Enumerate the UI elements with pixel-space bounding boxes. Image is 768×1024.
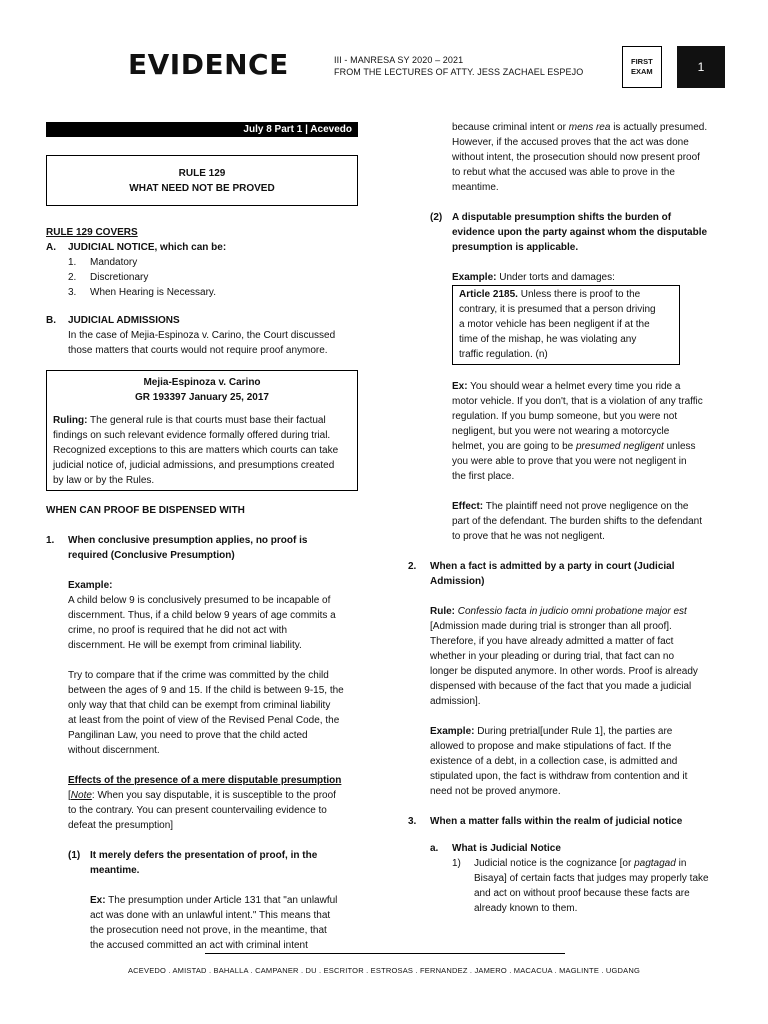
- case-gr-number: GR 193397 January 25, 2017: [135, 392, 269, 403]
- ex2-term: presumed negligent: [575, 441, 664, 452]
- effect-2-number: (2): [430, 212, 443, 223]
- article-label: Article 2185.: [459, 289, 518, 300]
- rule-covers-section: [46, 225, 366, 358]
- ruling-line: judicial notice of, judicial admissions, and presumptions created: [53, 460, 335, 471]
- example-label: Example:: [68, 580, 113, 591]
- article-line: contrary, it is presumed that a person driving: [459, 304, 656, 315]
- article-box: [452, 285, 680, 365]
- rule-title: WHAT NEED NOT BE PROVED: [129, 183, 275, 194]
- notice-text: in: [675, 858, 687, 869]
- effect-1-number: (1): [68, 850, 81, 861]
- point-1: [46, 533, 366, 563]
- example3-line: need not be proved anymore.: [430, 786, 561, 797]
- item-b-label: B.: [46, 315, 56, 326]
- note-text: : When you say disputable, it is susceptible to the proof: [91, 790, 336, 801]
- ex2-line: regulation. If you bump someone, but you were not: [452, 411, 678, 422]
- example2-label: Example:: [452, 272, 497, 283]
- ex2-line: [452, 439, 738, 454]
- rule-line: longer be disputed anymore. In other words. Proof is already: [430, 666, 698, 677]
- compare-line: Pangilinan Law, you need to prove that the child acted: [68, 730, 308, 741]
- footer-contributors: ACEVEDO . AMISTAD . BAHALLA . CAMPANER . DU . ESCRITOR . ESTROSAS . FERNANDEZ . JAMERO . MACACUA . MAGLINTE . UGDANG: [127, 966, 641, 975]
- header-class-year: III - MANRESA SY 2020 – 2021: [334, 55, 464, 65]
- continued-line: meantime.: [452, 182, 499, 193]
- ex2-line: you were able to prove that you were not negligent in: [452, 456, 687, 467]
- compare-line: only way that that child can be exempt from criminal liability: [68, 700, 331, 711]
- example3-text: During pretrial[under Rule 1], the parties are: [474, 726, 673, 737]
- compare-line: Try to compare that if the crime was committed by the child: [68, 670, 329, 681]
- ex2-line: [452, 379, 738, 394]
- item-a-label: A.: [46, 242, 56, 253]
- rule-maxim: Confessio facta in judicio omni probatione major est: [455, 606, 687, 617]
- effect-1-line: It merely defers the presentation of proof, in the: [90, 850, 318, 861]
- ex-line: [90, 893, 366, 908]
- example-line: discernment. He will be exempt from criminal liability.: [68, 640, 302, 651]
- continued-line: without intent, the prosecution should now present proof: [452, 152, 700, 163]
- dispensed-section: [46, 503, 366, 953]
- effect-2-line: evidence upon the party against whom the disputable: [452, 227, 708, 238]
- ex2-text: unless: [663, 441, 696, 452]
- list-item: [46, 285, 366, 300]
- ex-label: Ex:: [90, 895, 106, 906]
- article-line: traffic regulation. (n): [459, 349, 548, 360]
- note-line: to the contrary. You can present countervailing evidence to: [68, 805, 327, 816]
- point-2-line: Admission): [430, 576, 485, 587]
- effect-line: [452, 499, 738, 514]
- effect-2-line: presumption is applicable.: [452, 242, 579, 253]
- point-1-number: 1.: [46, 535, 55, 546]
- ex-line: the prosecution need not prove, in the meantime, that: [90, 925, 327, 936]
- point-3-number: 3.: [408, 816, 417, 827]
- continued-text: is actually presumed.: [610, 122, 708, 133]
- notice-line: and act on without proof because these facts are: [474, 888, 690, 899]
- footer-divider: [205, 953, 565, 954]
- list-text: Mandatory: [90, 257, 138, 268]
- item-b-text: JUDICIAL ADMISSIONS: [68, 315, 180, 326]
- ruling-text: The general rule is that courts must base their factual: [87, 415, 326, 426]
- ex2-line: the first place.: [452, 471, 515, 482]
- list-number: 1.: [68, 257, 77, 268]
- exam-label-box: [622, 46, 662, 88]
- case-box: [46, 370, 358, 491]
- effect-label: Effect:: [452, 501, 484, 512]
- effect-2: [408, 210, 738, 255]
- example2-text: Under torts and damages:: [496, 272, 615, 283]
- ruling-line: Recognized exceptions to this are matters which courts can take: [53, 445, 339, 456]
- continued-term: mens rea: [568, 122, 611, 133]
- notice-line: [474, 856, 738, 871]
- article-line: time of the mishap, he was violating any: [459, 334, 637, 345]
- page-number-box: [677, 46, 725, 88]
- continued-line: However, if the accused proves that the act was done: [452, 137, 689, 148]
- list-item: [46, 270, 366, 285]
- notice-line: Bisaya] of certain facts that judges may properly take: [474, 873, 709, 884]
- sub-a-text: What is Judicial Notice: [452, 843, 561, 854]
- ex2-text: You should wear a helmet every time you ride a: [467, 381, 681, 392]
- rule-box: [46, 155, 358, 206]
- notice-text: Judicial notice is the cognizance [or: [474, 858, 635, 869]
- example2-line: [452, 270, 738, 285]
- sub-a-item-number: 1): [452, 858, 461, 869]
- compare-line: without discernment.: [68, 745, 160, 756]
- point-2: [408, 559, 738, 589]
- ex2-label: Ex:: [452, 381, 468, 392]
- example3-line: existence of a debt, in a collection case, is admitted and: [430, 756, 678, 767]
- article-line: a motor vehicle has been negligent if at the: [459, 319, 650, 330]
- exam-label-line1: FIRST: [631, 57, 653, 66]
- example-line: crime, no proof is required that he did not act with: [68, 625, 288, 636]
- effect-text: The plaintiff need not prove negligence on the: [483, 501, 689, 512]
- rule-line: Therefore, if you have already admitted a matter of fact: [430, 636, 674, 647]
- ex-line: act was done with an unlawful intent." This means that: [90, 910, 331, 921]
- compare-line: between the ages of 9 and 15. If the child is between 9-15, the: [68, 685, 344, 696]
- list-item: [46, 255, 366, 270]
- sub-a: [408, 841, 738, 856]
- ruling-line: findings on such relevant evidence formally offered during trial.: [53, 430, 331, 441]
- ex-text: The presumption under Article 131 that "an unlawful: [105, 895, 338, 906]
- notice-line: already known to them.: [474, 903, 578, 914]
- rule-line: [430, 604, 738, 619]
- effect-line: part of the defendant. The burden shifts to the defendant: [452, 516, 702, 527]
- item-b-body-line: those matters that courts would not require proof anymore.: [68, 345, 328, 356]
- ruling-line: by law or by the Rules.: [53, 475, 155, 486]
- compare-line: at least from the point of view of the Revised Penal Code, the: [68, 715, 340, 726]
- item-b-body-line: In the case of Mejia-Espinoza v. Carino, the Court discussed: [68, 330, 336, 341]
- right-column: [408, 120, 738, 916]
- example-line: A child below 9 is conclusively presumed to be incapable of: [68, 595, 331, 606]
- header-lecturer: FROM THE LECTURES OF ATTY. JESS ZACHAEL ESPEJO: [334, 67, 584, 77]
- item-a: [46, 240, 366, 255]
- continued-line: [452, 120, 738, 135]
- ex-line: the accused committed an act with criminal intent: [90, 940, 308, 951]
- exam-label-line2: EXAM: [631, 67, 653, 76]
- notice-term: pagtagad: [634, 858, 676, 869]
- document-title: EVIDENCE: [128, 48, 289, 81]
- example3-label: Example:: [430, 726, 475, 737]
- example3-line: stipulated upon, the fact is withdraw from contention and it: [430, 771, 688, 782]
- example3-line: allowed to propose and make stipulations of fact. If the: [430, 741, 672, 752]
- item-b: [46, 313, 366, 328]
- example3-line: [430, 724, 738, 739]
- list-number: 3.: [68, 287, 77, 298]
- item-a-text: JUDICIAL NOTICE, which can be:: [68, 242, 227, 253]
- ex2-line: negligent, but you were not wearing a motorcycle: [452, 426, 670, 437]
- effect-1: [68, 848, 366, 878]
- continued-text: because criminal intent or: [452, 122, 569, 133]
- page-number: 1: [697, 60, 705, 74]
- point-1-line: required (Conclusive Presumption): [68, 550, 235, 561]
- case-title: Mejia-Espinoza v. Carino: [143, 377, 261, 388]
- effects-heading: Effects of the presence of a mere disputable presumption: [68, 775, 342, 786]
- ruling-line: [53, 413, 351, 428]
- rule-line: admission].: [430, 696, 481, 707]
- article-line: [459, 287, 673, 302]
- article-text: Unless there is proof to the: [517, 289, 641, 300]
- note-line: [68, 788, 366, 803]
- sub-a-label: a.: [430, 843, 439, 854]
- rule-number: RULE 129: [178, 168, 226, 179]
- ruling-label: Ruling:: [53, 415, 88, 426]
- point-2-number: 2.: [408, 561, 417, 572]
- point-3: [408, 814, 738, 829]
- effect-line: to prove that he was not negligent.: [452, 531, 605, 542]
- ex2-text: helmet, you are going to be: [452, 441, 576, 452]
- rule-line: dispensed with because of the fact that you made a judicial: [430, 681, 692, 692]
- note-line: defeat the presumption]: [68, 820, 174, 831]
- list-number: 2.: [68, 272, 77, 283]
- rule-line: [Admission made during trial is stronger than all proof].: [430, 621, 672, 632]
- point-1-line: When conclusive presumption applies, no proof is: [68, 535, 308, 546]
- continued-line: to rebut what the accused was able to prove in the: [452, 167, 675, 178]
- sub-a-item-1: [408, 856, 738, 916]
- effect-2-line: A disputable presumption shifts the burden of: [452, 212, 672, 223]
- ex2-line: motor vehicle. If you don't, that is a violation of any traffic: [452, 396, 703, 407]
- session-bar: July 8 Part 1 | Acevedo: [46, 122, 358, 137]
- effect-1-line: meantime.: [90, 865, 140, 876]
- note-label: Note: [70, 790, 92, 801]
- list-text: When Hearing is Necessary.: [90, 287, 216, 298]
- covers-heading: RULE 129 COVERS: [46, 227, 138, 238]
- rule-label: Rule:: [430, 606, 455, 617]
- example-line: discernment. Thus, if a child below 9 years of age commits a: [68, 610, 336, 621]
- point-2-line: When a fact is admitted by a party in court (Judicial: [430, 561, 675, 572]
- note-bracket: [: [68, 790, 71, 801]
- rule-line: whether in your pleading or during trial, that fact can no: [430, 651, 675, 662]
- dispensed-heading: WHEN CAN PROOF BE DISPENSED WITH: [46, 505, 245, 516]
- list-text: Discretionary: [90, 272, 149, 283]
- point-3-text: When a matter falls within the realm of judicial notice: [430, 816, 683, 827]
